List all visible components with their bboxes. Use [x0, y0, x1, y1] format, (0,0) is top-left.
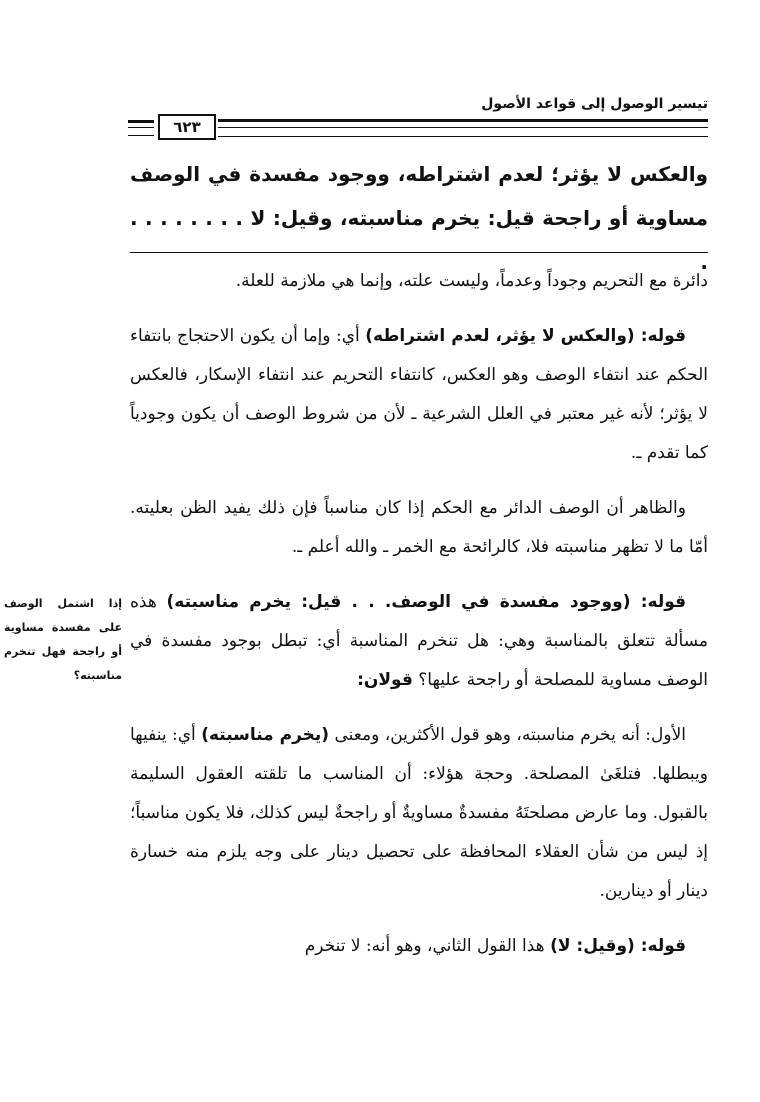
header-rule: [218, 119, 708, 137]
paragraph: [130, 317, 708, 473]
paragraph-text: أي: ينفيها ويبطلها. فتلغَىٰ المصلحة. وحجة هؤلاء: أن المناسب ما تلقته العقول السليمة بالقبول. وما عارض مصلحتَهُ مفسدةٌ مساويةٌ أو راجحةٌ ليس كذلك، فلا يكون مناسباً؛ إذ ليس من شأن العقلاء المحافظة على تحصيل دينار على وجه يلزم منه خسارة دينار أو دينارين.: [130, 725, 708, 901]
commentary: [130, 262, 708, 982]
quoted-lemma: قوله: (ووجود مفسدة في الوصف. . . قيل: يخرم مناسبته): [166, 592, 686, 612]
quoted-lemma: (يخرم مناسبته): [201, 725, 330, 745]
paragraph: [130, 489, 708, 567]
header-rule-left: [128, 120, 154, 136]
paragraph: [130, 716, 708, 911]
paragraph: [130, 927, 708, 966]
page-number: ٦٢٣: [158, 114, 216, 140]
paragraph: [130, 262, 708, 301]
matn-divider: [130, 252, 708, 253]
paragraph-text: دائرة مع التحريم وجوداً وعدماً، وليست علته، وإنما هي ملازمة للعلة.: [235, 271, 708, 291]
paragraph-text: والظاهر أن الوصف الدائر مع الحكم إذا كان مناسباً فإن ذلك يفيد الظن بعليته. أمّا ما لا تظهر مناسبته فلا، كالرائحة مع الخمر ـ والله أعلم ـ.: [130, 498, 708, 557]
paragraph: [130, 583, 708, 700]
margin-note: إذا اشتمل الوصف على مفسدة مساوية أو راجحة فهل تنخرم مناسبته؟: [4, 597, 122, 682]
emphasis: قولان:: [357, 670, 413, 690]
running-title: تيسير الوصول إلى قواعد الأصول: [481, 96, 708, 112]
paragraph-text: أي: وإما أن يكون الاحتجاج بانتفاء الحكم عند انتفاء الوصف وهو العكس، كانتفاء التحريم عند انتفاء الإسكار، فالعكس لا يؤثر؛ لأنه غير معتبر في العلل الشرعية ـ لأن من شروط الوصف أن يكون وجودياً كما تقدم ـ.: [130, 326, 708, 463]
quoted-lemma: قوله: (والعكس لا يؤثر، لعدم اشتراطه): [365, 326, 686, 346]
quoted-lemma: قوله: (وقيل: لا): [550, 936, 686, 956]
paragraph-text: هذا القول الثاني، وهو أنه: لا تنخرم: [304, 936, 551, 956]
paragraph-text: هذه مسألة تتعلق بالمناسبة وهي: هل تنخرم المناسبة أي: تبطل بوجود مفسدة في الوصف مساوية للمصلحة أو راجحة عليها؟: [130, 592, 708, 690]
matn-text: والعكس لا يؤثر؛ لعدم اشتراطه، ووجود مفسدة في الوصف مساوية أو راجحة قيل: يخرم مناسبته، وقيل: لا . . . . . . . . .: [130, 162, 708, 274]
paragraph-text: الأول: أنه يخرم مناسبته، وهو قول الأكثرين، ومعنى: [329, 725, 686, 745]
